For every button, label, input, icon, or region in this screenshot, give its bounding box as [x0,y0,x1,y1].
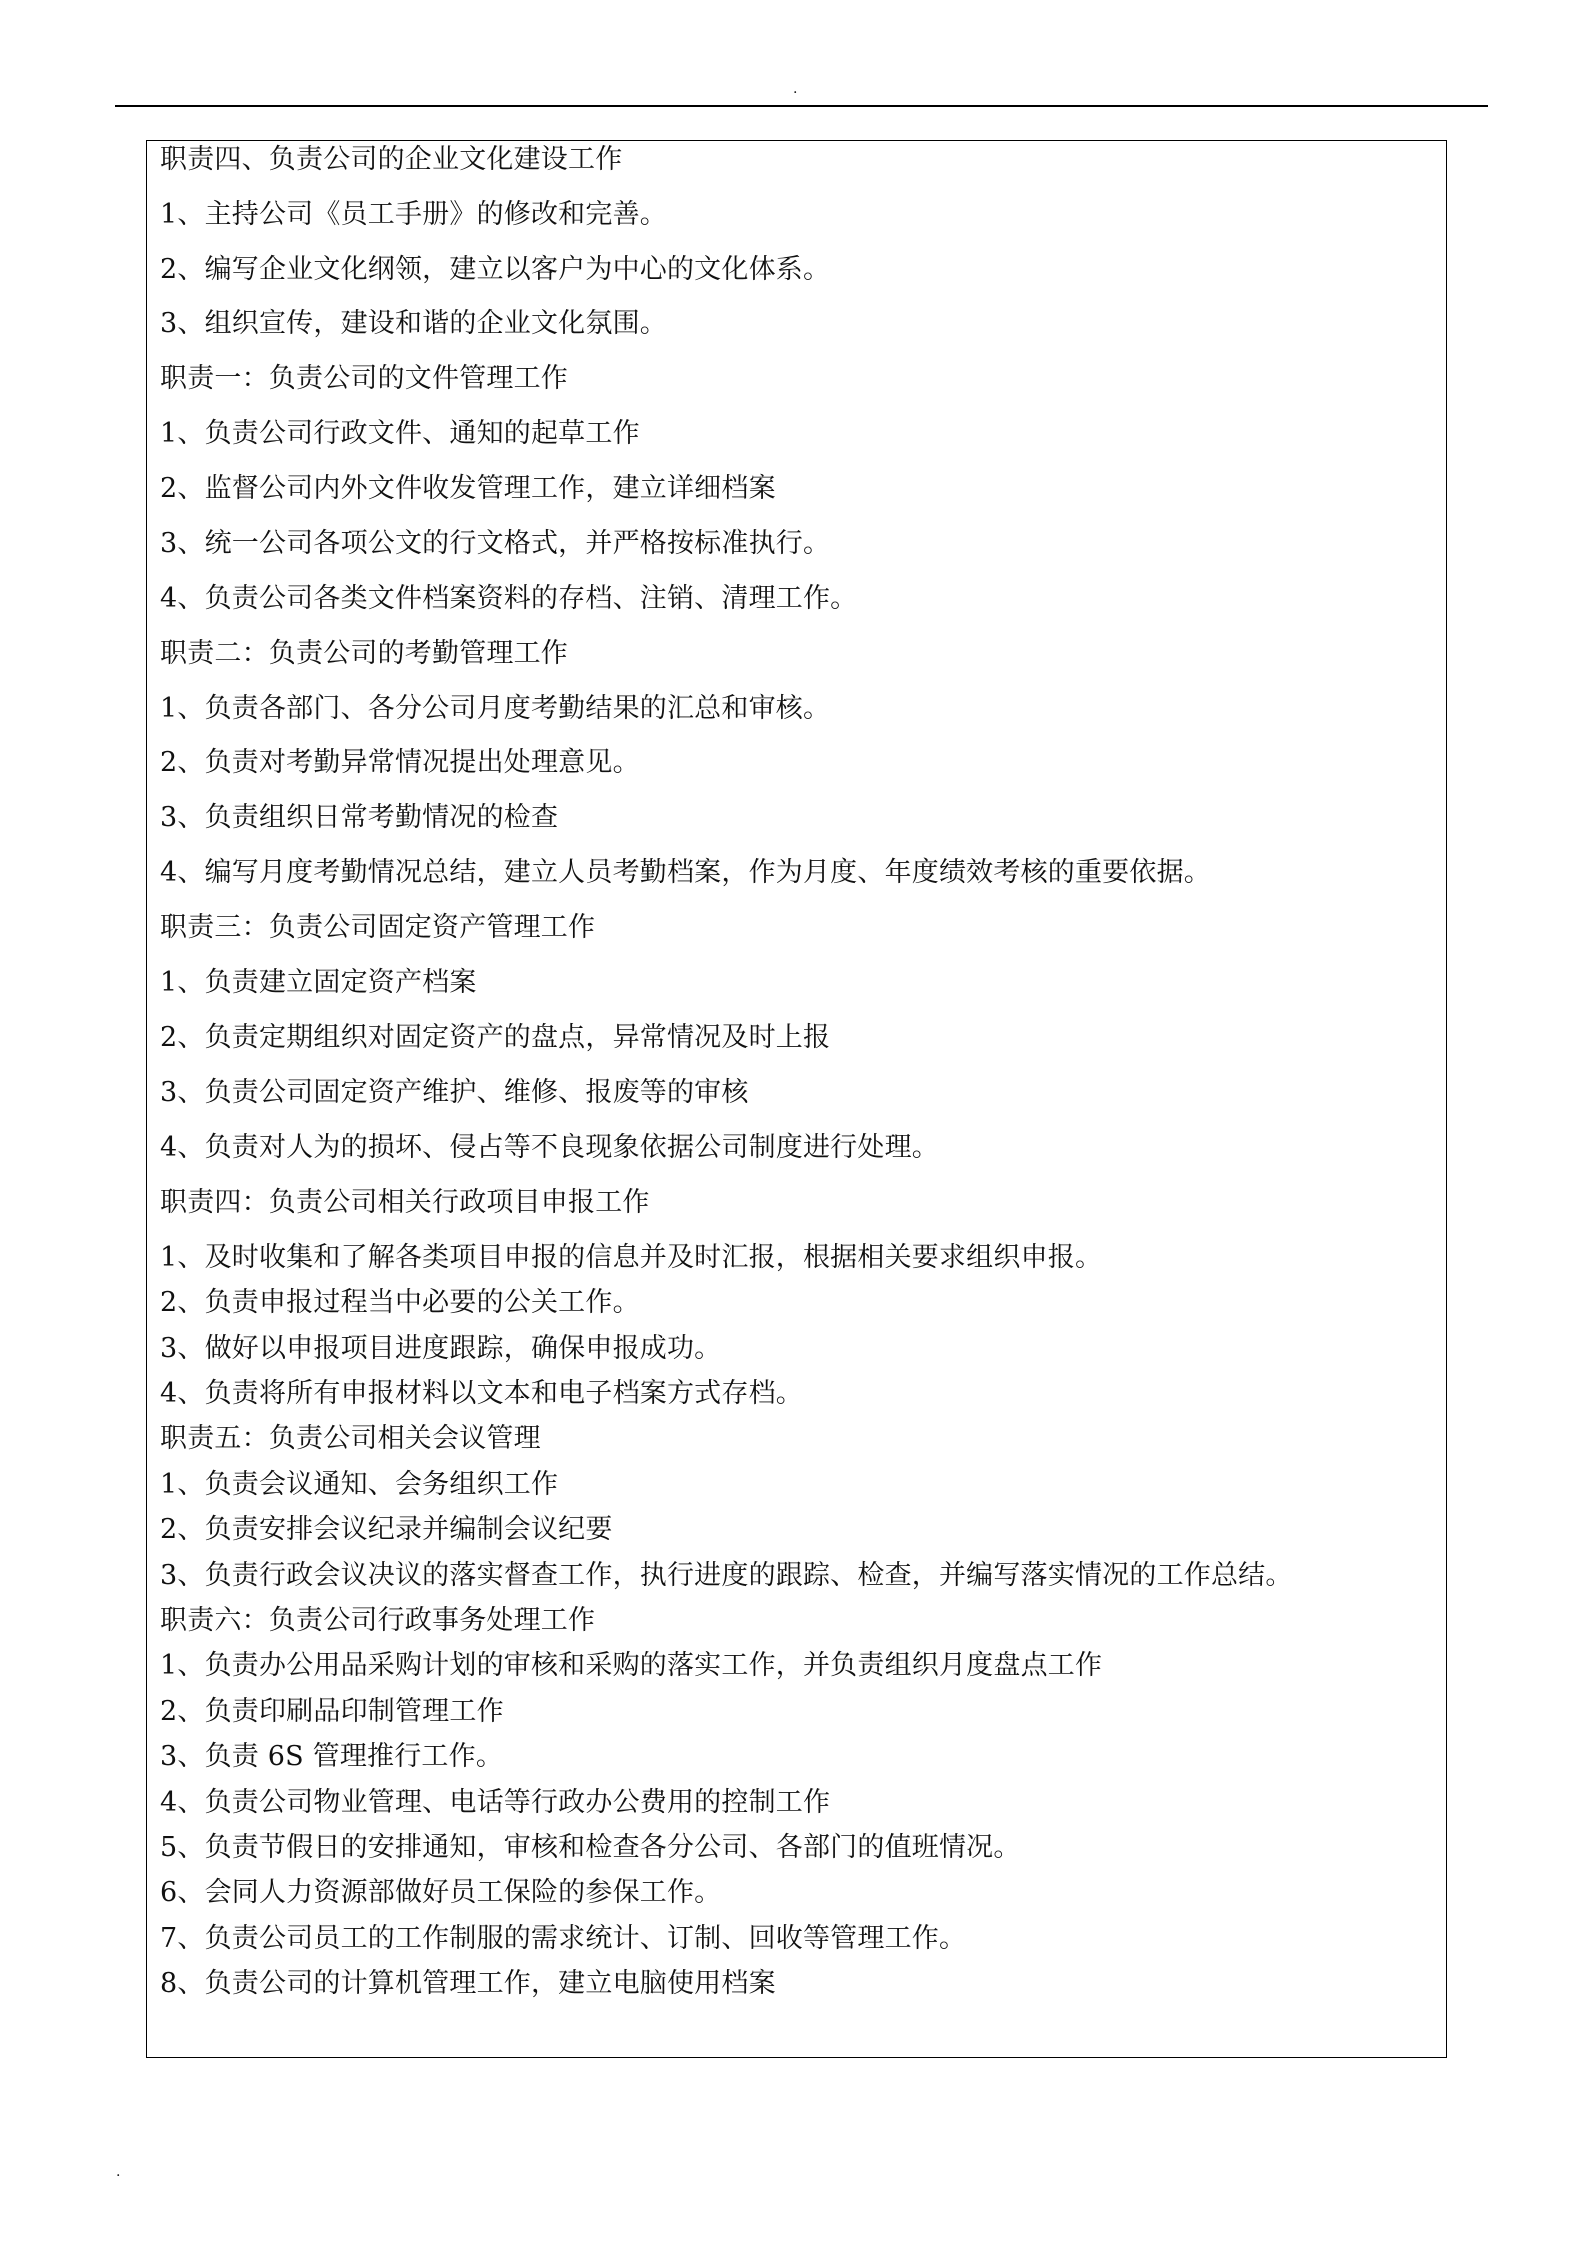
list-item: 8、负责公司的计算机管理工作，建立电脑使用档案 [160,1968,776,1999]
list-item: 1、及时收集和了解各类项目申报的信息并及时汇报，根据相关要求组织申报。 [160,1242,1103,1273]
list-item: 3、组织宣传，建设和谐的企业文化氛围。 [160,308,667,339]
list-item: 2、负责申报过程当中必要的公关工作。 [160,1287,640,1318]
section-heading: 职责二：负责公司的考勤管理工作 [160,638,568,669]
list-item: 7、负责公司员工的工作制服的需求统计、订制、回收等管理工作。 [160,1923,967,1954]
list-item: 3、统一公司各项公文的行文格式，并严格按标准执行。 [160,528,831,559]
list-item: 2、监督公司内外文件收发管理工作，建立详细档案 [160,473,776,504]
list-item: 4、编写月度考勤情况总结，建立人员考勤档案，作为月度、年度绩效考核的重要依据。 [160,857,1211,888]
section-heading: 职责四：负责公司相关行政项目申报工作 [160,1187,650,1218]
list-item: 2、编写企业文化纲领，建立以客户为中心的文化体系。 [160,254,831,285]
list-item: 3、负责行政会议决议的落实督查工作，执行进度的跟踪、检查，并编写落实情况的工作总结。 [160,1560,1293,1591]
list-item: 6、会同人力资源部做好员工保险的参保工作。 [160,1877,722,1908]
list-item: 1、负责办公用品采购计划的审核和采购的落实工作，并负责组织月度盘点工作 [160,1650,1103,1681]
list-item: 2、负责对考勤异常情况提出处理意见。 [160,747,640,778]
list-item: 1、负责建立固定资产档案 [160,967,477,998]
list-item: 4、负责将所有申报材料以文本和电子档案方式存档。 [160,1378,803,1409]
list-item: 5、负责节假日的安排通知，审核和检查各分公司、各部门的值班情况。 [160,1832,1021,1863]
footer-mark: . [116,2164,121,2180]
list-item: 1、负责会议通知、会务组织工作 [160,1469,559,1500]
list-item: 3、做好以申报项目进度跟踪，确保申报成功。 [160,1333,722,1364]
list-item: 3、负责组织日常考勤情况的检查 [160,802,559,833]
list-item: 2、负责印刷品印制管理工作 [160,1696,504,1727]
list-item: 3、负责公司固定资产维护、维修、报废等的审核 [160,1077,749,1108]
list-item: 1、负责各部门、各分公司月度考勤结果的汇总和审核。 [160,693,831,724]
header-rule [115,105,1488,107]
section-heading: 职责四、负责公司的企业文化建设工作 [160,144,623,175]
list-item: 2、负责定期组织对固定资产的盘点，异常情况及时上报 [160,1022,831,1053]
section-heading: 职责一：负责公司的文件管理工作 [160,363,568,394]
list-item: 4、负责公司物业管理、电话等行政办公费用的控制工作 [160,1787,831,1818]
section-heading: 职责三：负责公司固定资产管理工作 [160,912,596,943]
section-heading: 职责五：负责公司相关会议管理 [160,1423,541,1454]
list-item: 1、负责公司行政文件、通知的起草工作 [160,418,640,449]
list-item: 2、负责安排会议纪录并编制会议纪要 [160,1514,613,1545]
list-item: 3、负责 6S 管理推行工作。 [160,1741,504,1772]
list-item: 1、主持公司《员工手册》的修改和完善。 [160,199,667,230]
section-heading: 职责六：负责公司行政事务处理工作 [160,1605,596,1636]
list-item: 4、负责公司各类文件档案资料的存档、注销、清理工作。 [160,583,858,614]
list-item: 4、负责对人为的损坏、侵占等不良现象依据公司制度进行处理。 [160,1132,939,1163]
header-mark: . [793,81,798,97]
